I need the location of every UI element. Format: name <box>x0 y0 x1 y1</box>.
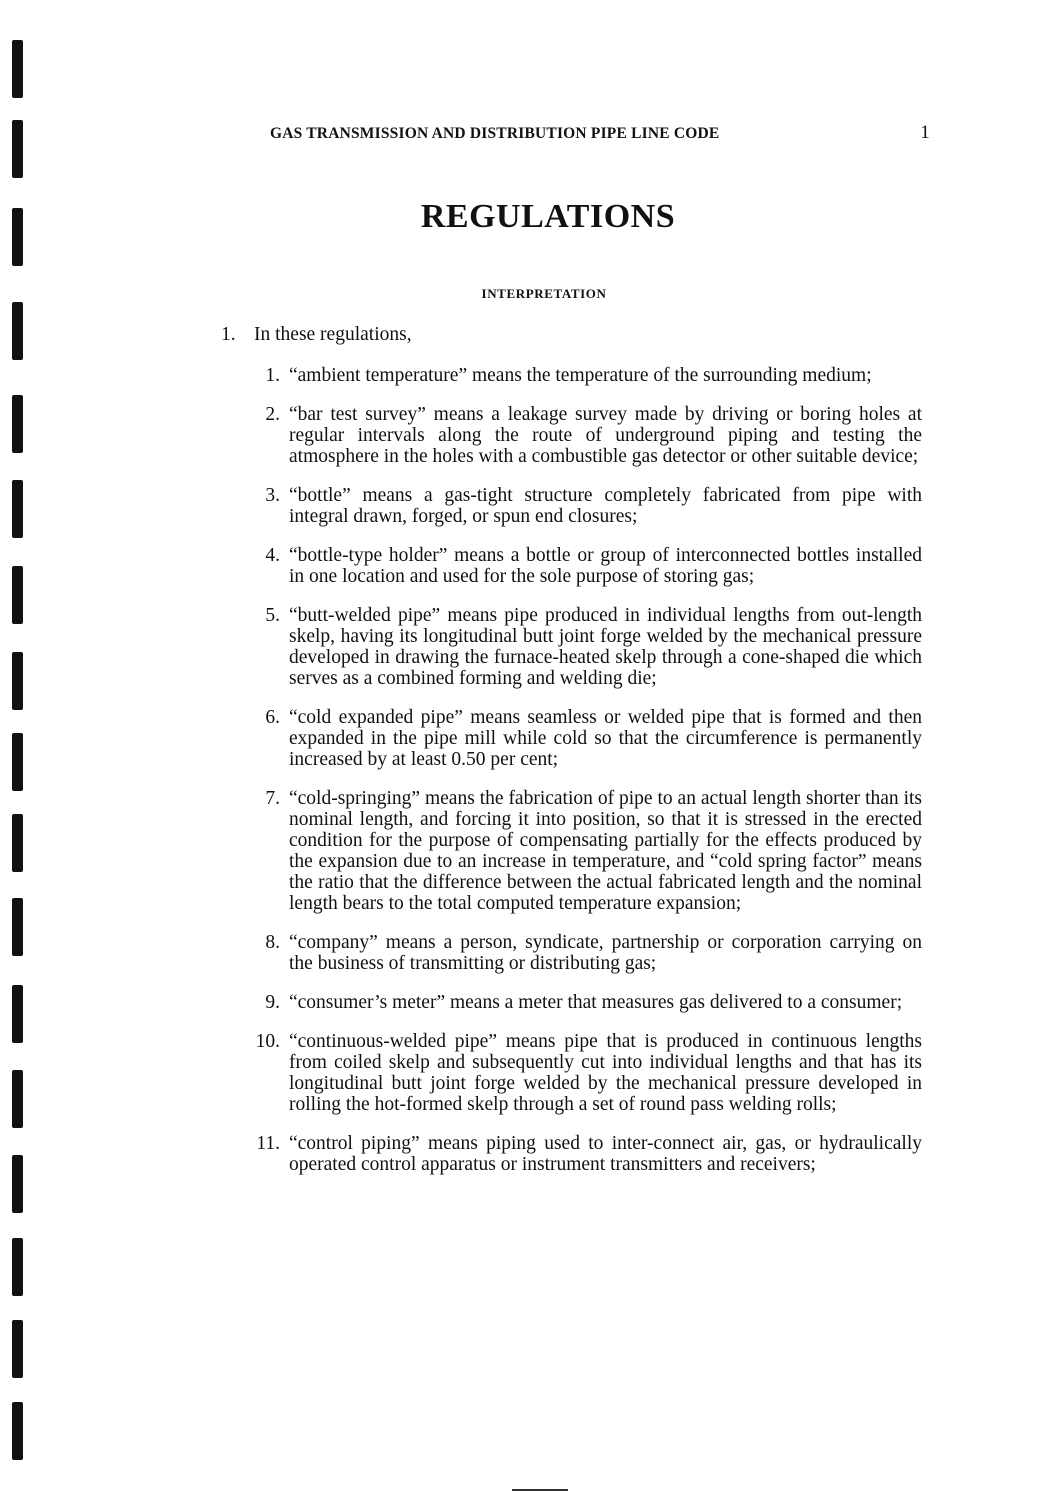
definition-text: “consumer’s meter” means a meter that measures gas delivered to a consumer; <box>289 992 903 1013</box>
section-intro <box>221 324 412 346</box>
binding-mark <box>12 120 23 178</box>
definition-item <box>240 932 922 974</box>
section-number: 1. <box>221 324 236 345</box>
binding-mark <box>12 1402 23 1460</box>
page-title: REGULATIONS <box>420 198 676 235</box>
definition-number: 10. <box>255 1031 280 1052</box>
definition-number: 3. <box>265 485 280 506</box>
footer-rule <box>512 1489 568 1491</box>
definition-text: “bottle” means a gas-tight structure completely fabricated from pipe with integral drawn, forged, or spun end closures; <box>289 485 922 527</box>
definition-item <box>240 485 922 527</box>
definition-text: “cold expanded pipe” means seamless or welded pipe that is formed and then expanded in the pipe mill while cold so that the circumference is permanently increased by at least 0.50 per cent; <box>289 707 922 770</box>
binding-mark <box>12 40 23 98</box>
binding-mark <box>12 1155 23 1213</box>
definition-item <box>240 707 922 770</box>
definition-text: “continuous-welded pipe” means pipe that is produced in continuous lengths from coiled skelp and subsequently cut into individual lengths and that has its longitudinal butt joint forge welded by the mechanical pressure developed in rolling the hot-formed skelp through a set of round pass welding rolls; <box>289 1031 922 1115</box>
definition-item <box>240 605 922 689</box>
definition-item <box>240 365 922 386</box>
binding-mark <box>12 814 23 872</box>
definition-item <box>240 545 922 587</box>
definition-number: 1. <box>265 365 280 386</box>
definition-text: “cold-springing” means the fabrication of pipe to an actual length shorter than its nominal length, and forcing it into position, so that it is stressed in the erected condition for the purpose of compensating partially for the effects produced by the expansion due to an increase in temperature, and “cold spring factor” means the ratio that the difference between the actual fabricated length and the nominal length bears to the total computed temperature expansion; <box>289 788 922 914</box>
definition-text: “ambient temperature” means the temperature of the surrounding medium; <box>289 365 872 386</box>
binding-mark <box>12 898 23 956</box>
binding-mark <box>12 1320 23 1378</box>
definition-text: “bottle-type holder” means a bottle or group of interconnected bottles installed in one location and used for the sole purpose of storing gas; <box>289 545 922 587</box>
definition-text: “company” means a person, syndicate, partnership or corporation carrying on the business of transmitting or distributing gas; <box>289 932 922 974</box>
definition-item <box>240 1133 922 1175</box>
definition-number: 11. <box>256 1133 280 1154</box>
running-head <box>270 122 930 144</box>
section-intro-text: In these regulations, <box>254 324 412 345</box>
page-number: 1 <box>920 122 930 143</box>
binding-mark <box>12 1070 23 1128</box>
definition-number: 8. <box>265 932 280 953</box>
section-subtitle: INTERPRETATION <box>481 286 607 301</box>
definition-item <box>240 992 922 1013</box>
binding-mark <box>12 566 23 624</box>
definition-item <box>240 788 922 914</box>
binding-mark <box>12 302 23 360</box>
binding-mark <box>12 395 23 453</box>
binding-mark <box>12 652 23 710</box>
definition-number: 4. <box>265 545 280 566</box>
binding-mark <box>12 733 23 791</box>
definition-number: 9. <box>265 992 280 1013</box>
binding-mark <box>12 480 23 538</box>
definition-text: “bar test survey” means a leakage survey made by driving or boring holes at regular intervals along the route of underground piping and testing the atmosphere in the holes with a combustible gas detector or other suitable device; <box>289 404 922 467</box>
definition-list <box>240 365 922 1193</box>
binding-mark <box>12 985 23 1043</box>
binding-mark <box>12 1238 23 1296</box>
definition-item <box>240 404 922 467</box>
definition-text: “butt-welded pipe” means pipe produced in individual lengths from out-length skelp, having its longitudinal butt joint forge welded by the mechanical pressure developed in drawing the furnace-heated skelp through a cone-shaped die which serves as a combined forming and welding die; <box>289 605 922 689</box>
definition-number: 6. <box>265 707 280 728</box>
definition-number: 2. <box>265 404 280 425</box>
running-head-title: GAS TRANSMISSION AND DISTRIBUTION PIPE LINE CODE <box>270 125 720 142</box>
definition-number: 7. <box>265 788 280 809</box>
definition-number: 5. <box>265 605 280 626</box>
definition-text: “control piping” means piping used to inter-connect air, gas, or hydraulically operated control apparatus or instrument transmitters and receivers; <box>289 1133 922 1175</box>
definition-item <box>240 1031 922 1115</box>
